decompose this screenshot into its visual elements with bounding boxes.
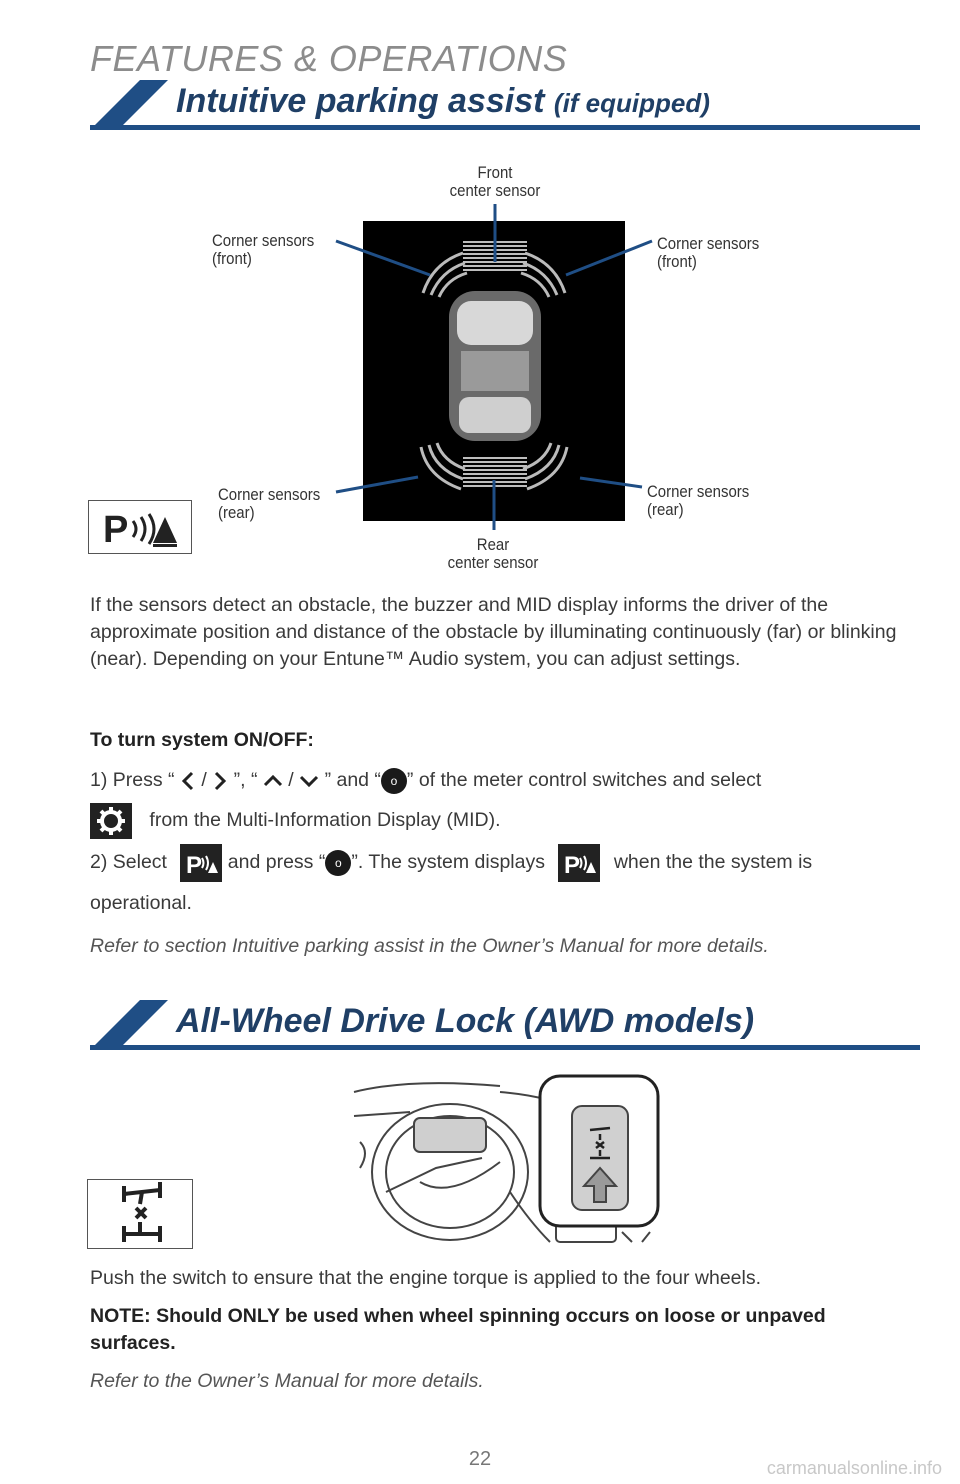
chevron-up-icon bbox=[263, 773, 283, 789]
label-corner-front-right: Corner sensors (front) bbox=[657, 234, 760, 271]
settings-gear-icon bbox=[90, 803, 132, 839]
label-corner-rear-left: Corner sensors (rear) bbox=[218, 485, 321, 522]
step-1: 1) Press “ / ”, “ / ” and “ o ” of the meter control switches and select bbox=[90, 764, 908, 796]
section-kicker: FEATURES & OPERATIONS bbox=[90, 38, 568, 79]
svg-text:P: P bbox=[103, 509, 129, 551]
diagram-leader-lines bbox=[0, 0, 960, 600]
label-corner-rear-right: Corner sensors (rear) bbox=[647, 482, 750, 519]
awd-lock-reference-note: Refer to the Owner’s Manual for more details. bbox=[90, 1370, 484, 1392]
section-title-text: Intuitive parking assist bbox=[176, 82, 545, 120]
label-rear-center-sensor: Rear center sensor bbox=[447, 535, 539, 572]
step-2: 2) Select P and press “ o ”. The system displays P when the the system is bbox=[90, 842, 908, 882]
parking-assist-reference-note: Refer to section Intuitive parking assist in the Owner’s Manual for more details. bbox=[90, 935, 769, 957]
section-title: All-Wheel Drive Lock (AWD models) bbox=[176, 1002, 755, 1040]
ok-button-icon: o bbox=[381, 768, 407, 794]
parking-assist-description: If the sensors detect an obstacle, the buzzer and MID display informs the driver of the approximate position and distance of the obstacle by illuminating continuously (far) or blinking (near). Depending on your Entune™ Audio system, you can adjust settings. bbox=[90, 594, 897, 670]
watermark: carmanualsonline.info bbox=[766, 1458, 942, 1478]
step-1-continued: from the Multi-Information Display (MID). bbox=[90, 802, 908, 839]
section-banner-awd-lock bbox=[90, 1000, 920, 1050]
chevron-right-icon bbox=[212, 771, 228, 791]
page-number: 22 bbox=[468, 1448, 492, 1470]
label-front-center-sensor: Front center sensor bbox=[449, 163, 541, 200]
awd-lock-warning-note: NOTE: Should ONLY be used when wheel spinning occurs on loose or unpaved surfaces. bbox=[90, 1305, 826, 1354]
awd-switch-illustration bbox=[350, 1072, 668, 1250]
awd-lock-description: Push the switch to ensure that the engine torque is applied to the four wheels. bbox=[90, 1267, 762, 1289]
chevron-down-icon bbox=[299, 773, 319, 789]
parking-assist-setting-icon bbox=[180, 844, 222, 882]
label-corner-front-left: Corner sensors (front) bbox=[212, 231, 315, 268]
parking-assist-indicator-icon bbox=[558, 844, 600, 882]
on-off-heading: To turn system ON/OFF: bbox=[90, 729, 314, 751]
ok-button-icon-2: o bbox=[325, 850, 351, 876]
svg-text:P: P bbox=[186, 851, 203, 879]
section-title-suffix: (if equipped) bbox=[553, 88, 710, 118]
awd-lock-icon bbox=[87, 1179, 193, 1249]
chevron-left-icon bbox=[180, 771, 196, 791]
svg-text:P: P bbox=[564, 851, 581, 879]
step-2-continued: operational. bbox=[90, 892, 192, 914]
